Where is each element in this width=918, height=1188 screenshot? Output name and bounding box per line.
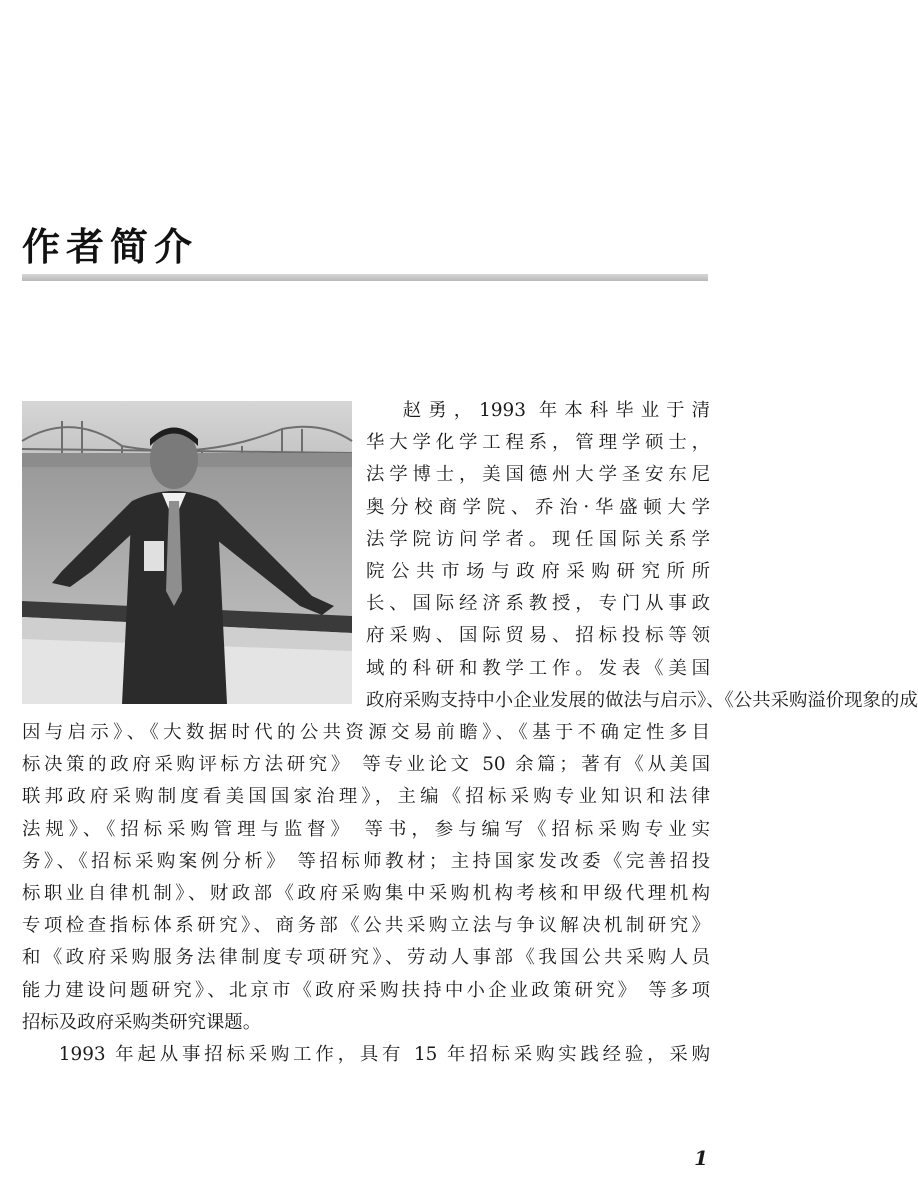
bio-line: 政府采购支持中小企业发展的做法与启示》、《公共采购溢价现象的成: [366, 689, 918, 711]
bio-line: 能力建设问题研究》、北京市《政府采购扶持中小企业政策研究》 等多项: [22, 979, 710, 1001]
bio-line: 专项检查指标体系研究》、商务部《公共采购立法与争议解决机制研究》: [22, 915, 710, 937]
bio-line: 因与启示》、《大数据时代的公共资源交易前瞻》、《基于不确定性多目: [22, 722, 710, 744]
photo-wrap-spacer: [22, 395, 366, 717]
bio-paragraph-2: 1993 年起从事招标采购工作，具有 15 年招标采购实践经验，采购: [58, 1044, 710, 1066]
bio-line: 招标及政府采购类研究课题。: [22, 1011, 262, 1033]
bio-line: 标决策的政府采购评标方法研究》 等专业论文 50 余篇；著有《从美国: [22, 754, 710, 776]
page-number: 1: [694, 1146, 708, 1170]
bio-line: 法规》、《招标采购管理与监督》 等书，参与编写《招标采购专业实: [22, 818, 710, 840]
bio-line: 域的科研和教学工作。发表《美国: [366, 657, 710, 679]
bio-line: 华大学化学工程系，管理学硕士，: [366, 432, 710, 454]
bio-line: 府采购、国际贸易、招标投标等领: [366, 625, 710, 647]
author-bio: [22, 395, 918, 1071]
bio-line: 院公共市场与政府采购研究所所: [366, 561, 710, 583]
bio-line: 务》、《招标采购案例分析》 等招标师教材；主持国家发改委《完善招投: [22, 850, 710, 872]
bio-line: 奥分校商学院、乔治·华盛顿大学: [366, 496, 710, 518]
bio-line: 标职业自律机制》、财政部《政府采购集中采购机构考核和甲级代理机构: [22, 883, 710, 905]
section-heading: 作者简介: [22, 225, 199, 269]
heading-underline: [22, 274, 708, 281]
bio-line: 联邦政府采购制度看美国国家治理》，主编《招标采购专业知识和法律: [22, 786, 710, 808]
bio-line: 法学博士，美国德州大学圣安东尼: [366, 464, 710, 486]
bio-line: 赵勇，1993 年本科毕业于清: [402, 400, 710, 421]
bio-line: 和《政府采购服务法律制度专项研究》、劳动人事部《我国公共采购人员: [22, 947, 710, 969]
bio-line: 长、国际经济系教授，专门从事政: [366, 593, 710, 615]
bio-line: 法学院访问学者。现任国际关系学: [366, 528, 710, 550]
